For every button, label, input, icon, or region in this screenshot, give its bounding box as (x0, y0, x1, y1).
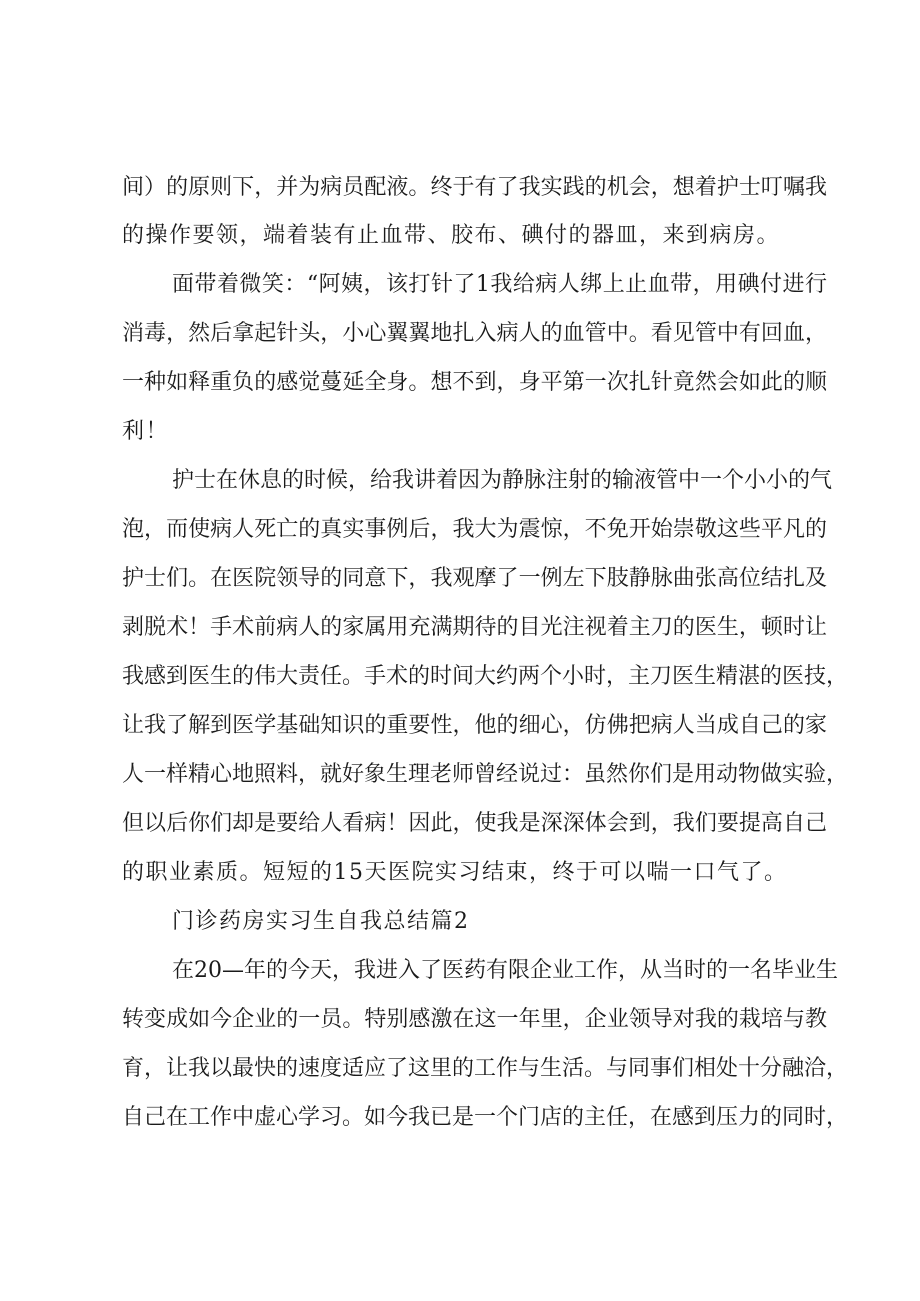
paragraph-first-line: 在20—年的今天，我进入了医药有限企业工作，从当时的一名毕业生 (172, 958, 838, 983)
text-line: 护士们。在医院领导的同意下，我观摩了一例左下肢静脉曲张高位结扎及 (122, 566, 827, 591)
text-line: 的职业素质。短短的15天医院实习结束，终于可以喘一口气了。 (122, 860, 788, 885)
text-line: 但以后你们却是要给人看病！因此，使我是深深体会到，我们要提高自己 (122, 811, 827, 836)
text-line: 泡，而使病人死亡的真实事例后，我大为震惊，不免开始崇敬这些平凡的 (122, 517, 827, 542)
text-line: 消毒，然后拿起针头，小心翼翼地扎入病人的血管中。看见管中有回血， (122, 321, 827, 346)
text-line: 人一样精心地照料，就好象生理老师曾经说过：虽然你们是用动物做实验， (122, 762, 849, 787)
paragraph-first-line: 面带着微笑：“阿姨，该打针了1我给病人绑上止血带，用碘付进行 (172, 272, 827, 297)
text-line: 自己在工作中虚心学习。如今我已是一个门店的主任，在感到压力的同时， (122, 1105, 849, 1130)
text-line: 育，让我以最快的速度适应了这里的工作与生活。与同事们相处十分融洽， (122, 1056, 849, 1081)
text-line: 利！ (122, 419, 170, 444)
text-line: 我感到医生的伟大责任。手术的时间大约两个小时，主刀医生精湛的医技， (122, 664, 849, 689)
text-line: 转变成如今企业的一员。特别感激在这一年里，企业领导对我的栽培与教 (122, 1007, 827, 1032)
section-heading: 门诊药房实习生自我总结篇2 (172, 909, 470, 934)
paragraph-first-line: 护士在休息的时候，给我讲着因为静脉注射的输液管中一个小小的气 (172, 468, 833, 493)
text-line: 剥脱术！手术前病人的家属用充满期待的目光注视着主刀的医生，顿时让 (122, 615, 827, 640)
text-line: 让我了解到医学基础知识的重要性，他的细心，仿佛把病人当成自己的家 (122, 713, 827, 738)
text-line: 间）的原则下，并为病员配液。终于有了我实践的机会，想着护士叮嘱我 (122, 175, 827, 200)
text-line: 一种如释重负的感觉蔓延全身。想不到，身平第一次扎针竟然会如此的顺 (122, 370, 827, 395)
text-line: 的操作要领，端着装有止血带、胶布、碘付的器皿，来到病房。 (122, 223, 781, 248)
